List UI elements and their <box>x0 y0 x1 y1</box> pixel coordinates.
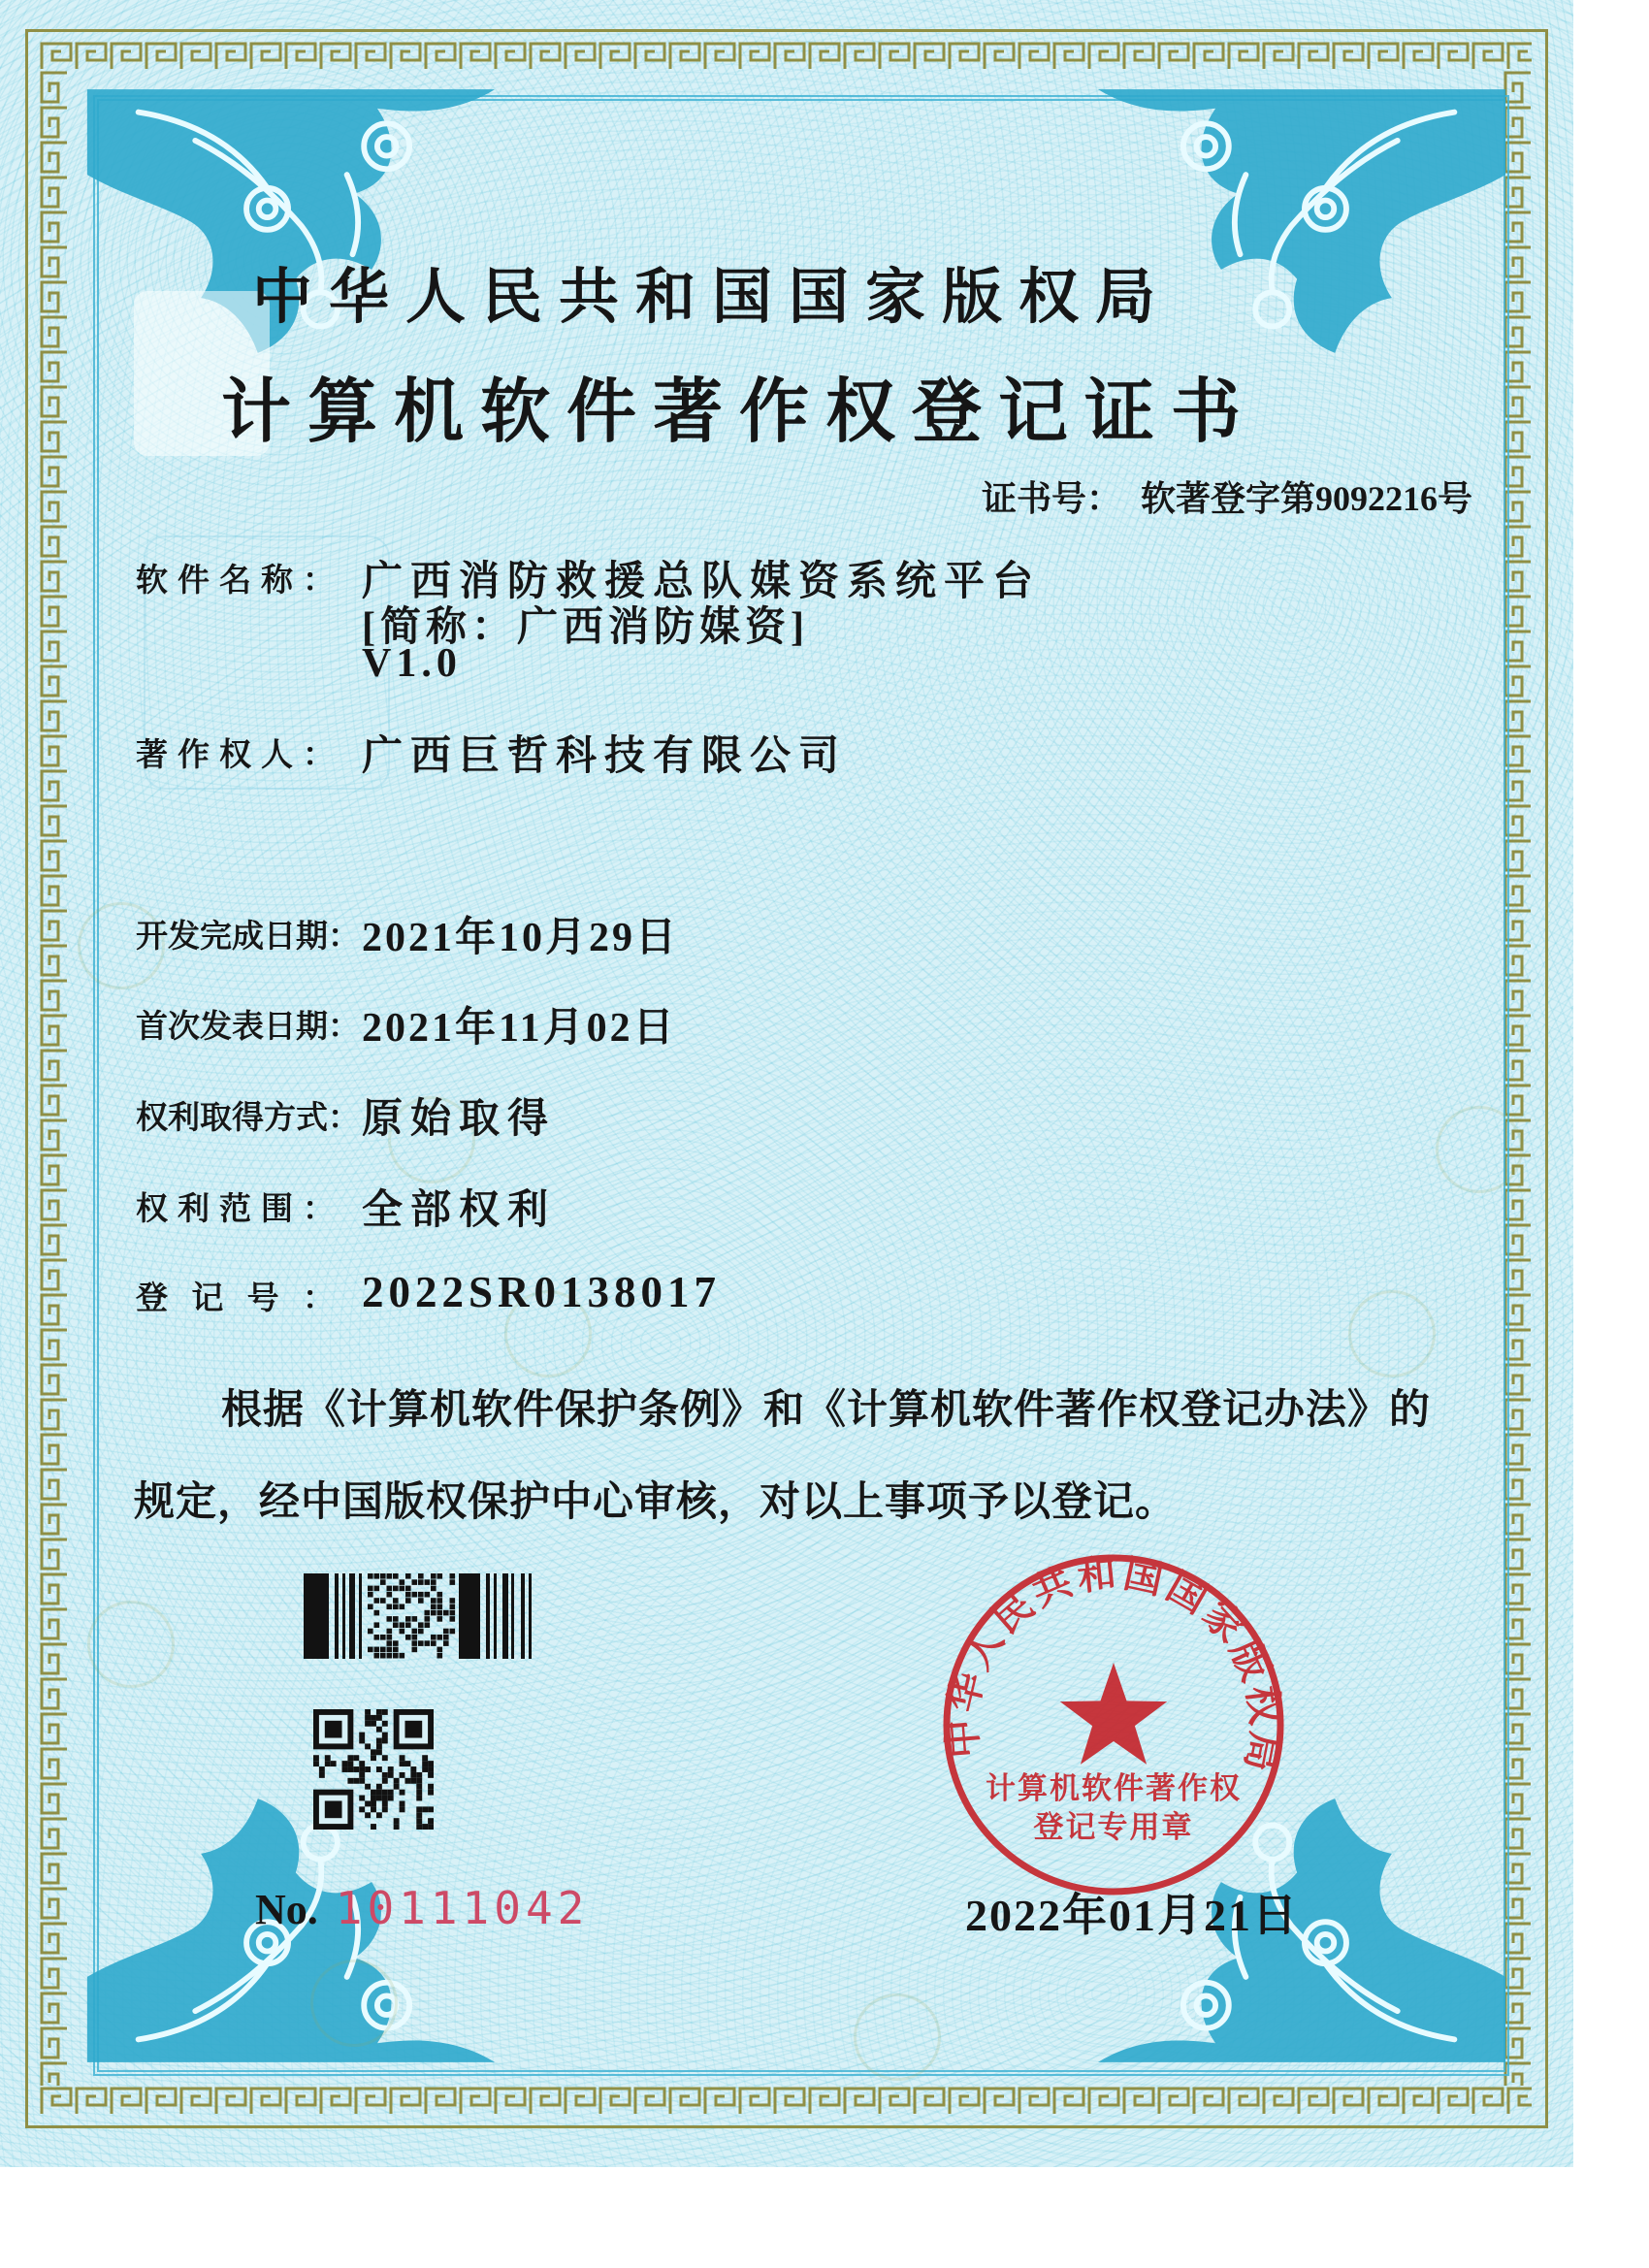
watermark-ring <box>87 1601 175 1688</box>
field-value: 2021年10月29日 <box>362 916 680 960</box>
field-label: 首 次 发 表 日 期 ： <box>136 1008 360 1044</box>
field-right-scope <box>136 1178 1513 1233</box>
serial-number: 10111042 <box>335 1882 590 1934</box>
field-label: 著 作 权 人 ： <box>136 736 335 772</box>
qr-code-icon <box>313 1709 434 1830</box>
field-value: 2021年11月02日 <box>362 1006 677 1051</box>
official-red-seal-icon <box>933 1544 1294 1905</box>
software-version: V1.0 <box>362 641 462 686</box>
field-copyright-owner <box>136 724 1513 779</box>
certificate-title: 计算机软件著作权登记证书 <box>221 373 1258 451</box>
issuing-authority-title: 中华人民共和国国家版权局 <box>252 265 1173 331</box>
software-name-short: [简称：广西消防媒资] <box>362 605 809 650</box>
field-value: 广西消防救援总队媒资系统平台 <box>362 560 1042 604</box>
field-value: 全部权利 <box>362 1188 557 1233</box>
certificate-number-row <box>982 471 1472 521</box>
greek-key-border-left <box>39 70 68 2086</box>
field-label: 登 记 号 ： <box>136 1280 335 1315</box>
field-label: 权 利 范 围 ： <box>136 1190 335 1226</box>
issue-date: 2022年01月21日 <box>965 1891 1299 1940</box>
certificate-number-label: 证书号： <box>982 479 1122 518</box>
field-value: 原始取得 <box>362 1097 557 1142</box>
seal-line-2: 登记专用章 <box>1033 1810 1194 1844</box>
serial-prefix: No. <box>255 1886 318 1933</box>
seal-line-1: 计算机软件著作权 <box>986 1771 1242 1805</box>
field-label: 开 发 完 成 日 期 ： <box>136 918 360 954</box>
serial-number-row <box>255 1882 589 1934</box>
field-first-publish-date <box>136 995 1513 1051</box>
field-label: 权 利 取 得 方 式 ： <box>136 1099 360 1135</box>
watermark-ring <box>854 1993 941 2081</box>
watermark-ring <box>310 1960 398 2047</box>
greek-key-border-bottom <box>39 2086 1532 2115</box>
seal-arc-text: 中华人民共和国国家版权局 <box>939 1550 1288 1779</box>
barcode-icon <box>304 1573 536 1659</box>
field-label: 软 件 名 称 ： <box>136 562 335 598</box>
field-registration-no <box>136 1267 1513 1317</box>
statement-line-1: 根据《计算机软件保护条例》和《计算机软件著作权登记办法》的 <box>221 1388 1432 1433</box>
certificate-number-value: 软著登字第9092216号 <box>1141 479 1473 518</box>
field-software-name <box>136 549 1513 604</box>
red-star-icon <box>1060 1663 1167 1765</box>
field-right-acquire-method <box>136 1086 1513 1142</box>
statement-line-2: 规定，经中国版权保护中心审核，对以上事项予以登记。 <box>134 1480 1178 1525</box>
field-value: 广西巨哲科技有限公司 <box>362 734 848 779</box>
field-dev-complete-date <box>136 905 1513 960</box>
greek-key-border-top <box>39 41 1532 70</box>
field-value: 2022SR0138017 <box>362 1268 722 1316</box>
